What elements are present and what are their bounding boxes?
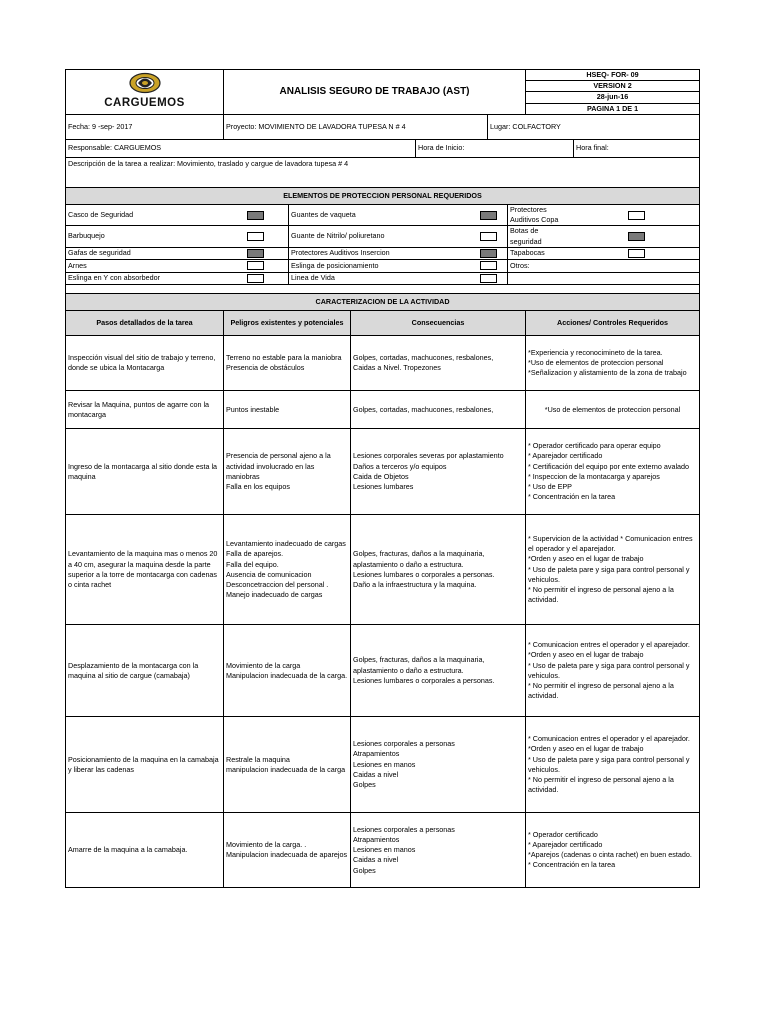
consequences-cell-line: Atrapamientos: [353, 749, 400, 759]
actions-cell-line: * No permitir el ingreso de personal ajeno a la actividad.: [528, 585, 674, 605]
hazards-cell-line: Falla de aparejos.: [226, 549, 284, 559]
ppe-checkbox[interactable]: [480, 261, 497, 270]
hazards-cell-line: Ausencia de comunicacion: [226, 569, 312, 579]
actions-cell-line: * Inspeccion de la montacarga y aparejos: [528, 471, 660, 481]
consequences-cell: [351, 625, 526, 717]
ppe-checkbox-cell: [224, 247, 289, 260]
consequences-cell-line: Caidas a nivel: [353, 855, 399, 865]
hazards-cell-line: Presencia de obstáculos: [226, 363, 305, 373]
consequences-cell-line: Caidas a nivel: [353, 769, 399, 779]
actions-cell: [526, 625, 700, 717]
hazards-cell-line: Manejo inadecuado de cargas: [226, 590, 323, 600]
consequences-cell-line: Golpes, fracturas, daños a la maquinaria, aplastamiento o daño a estructura.: [353, 549, 485, 569]
ppe-checkbox-cell: [574, 204, 700, 225]
ppe-item-label: Protectores Auditivos Copa: [508, 204, 574, 225]
actions-cell-line: * Uso de paleta pare y siga para control personal y vehiculos.: [528, 660, 690, 680]
form-version: VERSION 2: [526, 81, 700, 92]
hazards-cell-line: Falla en los equipos: [226, 481, 290, 491]
ppe-item-label: Guante de Nitrilo/ poliuretano: [289, 226, 471, 247]
hazards-cell: [224, 429, 351, 515]
hora-inicio-field: Hora de Inicio:: [416, 139, 574, 157]
logo-cell: [66, 70, 224, 115]
ppe-checkbox-cell: [574, 247, 700, 260]
consequences-cell-line: Lesiones lumbares o corporales a personas.: [353, 569, 495, 579]
activity-row: [66, 336, 700, 391]
consequences-cell-line: Lesiones lumbares: [353, 481, 414, 491]
lugar-field: Lugar: COLFACTORY: [488, 114, 700, 139]
consequences-cell-line: Daño a la infraestructura y la maquina.: [353, 579, 477, 589]
actions-cell-line: *Experiencia y reconocimineto de la tarea.: [528, 347, 663, 357]
ppe-item-label: Tapabocas: [508, 247, 574, 260]
ppe-checkbox[interactable]: [628, 232, 645, 241]
ppe-item-label: Protectores Auditivos Insercion: [289, 247, 471, 260]
hazards-cell-line: Restrale la maquina: [226, 754, 290, 764]
consequences-cell-line: Golpes: [353, 780, 376, 790]
hazards-cell-line: Movimiento de la carga. .: [226, 840, 307, 850]
ppe-checkbox-cell: [224, 260, 289, 273]
consequences-cell-line: Caida de Objetos: [353, 471, 409, 481]
actions-cell: [526, 429, 700, 515]
ppe-section-title: ELEMENTOS DE PROTECCION PERSONAL REQUERIDOS: [66, 187, 700, 204]
activity-row: [66, 391, 700, 429]
actions-cell-line: * No permitir el ingreso de personal ajeno a la actividad.: [528, 680, 674, 701]
consequences-cell-line: Daños a terceros y/o equipos: [353, 461, 447, 471]
hazards-cell-line: Presencia de personal ajeno a la actividad involucrado en las maniobras: [226, 451, 331, 481]
consequences-cell-line: Golpes, fracturas, daños a la maquinaria, aplastamiento o daño a estructura.: [353, 655, 485, 675]
hazards-cell-line: manipulacion inadecuada de la carga: [226, 764, 346, 774]
form-date: 28-jun-16: [526, 92, 700, 103]
ppe-checkbox-cell: [471, 247, 508, 260]
logo-emblem-icon: [128, 72, 162, 94]
activity-section-title: CARACTERIZACION DE LA ACTIVIDAD: [66, 294, 700, 311]
actions-cell: [526, 813, 700, 888]
ppe-checkbox[interactable]: [247, 274, 264, 283]
hazards-cell-line: Puntos inestable: [226, 404, 280, 414]
consequences-cell-line: Golpes: [353, 865, 376, 875]
consequences-cell: [351, 336, 526, 391]
step-cell: Inspección visual del sitio de trabajo y terreno, donde se ubica la Montacarga: [66, 336, 224, 391]
ppe-item-label: Guantes de vaqueta: [289, 204, 471, 225]
actions-cell-line: * Aparejador certificado: [528, 840, 603, 850]
consequences-cell-line: Golpes, cortadas, machucones, resbalones,: [353, 353, 494, 363]
activity-row: [66, 813, 700, 888]
consequences-cell: [351, 813, 526, 888]
actions-cell-line: *Orden y aseo en el lugar de trabajo: [528, 554, 644, 564]
ppe-checkbox-cell: [574, 260, 700, 273]
col-consecuencias: Consecuencias: [351, 311, 526, 336]
ppe-item-label: Eslinga en Y con absorbedor: [66, 272, 224, 285]
hazards-cell: [224, 515, 351, 625]
ppe-checkbox[interactable]: [480, 211, 497, 220]
consequences-cell-line: Golpes, cortadas, machucones, resbalones,: [353, 404, 494, 414]
actions-cell: [526, 717, 700, 813]
actions-cell-line: * Comunicacion entres el operador y el aparejador.: [528, 640, 690, 650]
ppe-checkbox[interactable]: [628, 211, 645, 220]
consequences-cell: [351, 391, 526, 429]
hazards-cell-line: Manipulacion inadecuada de aparejos: [226, 850, 348, 860]
hazards-cell-line: Movimiento de la carga: [226, 660, 301, 670]
ppe-checkbox-cell: [471, 204, 508, 225]
consequences-cell-line: Atrapamientos: [353, 834, 400, 844]
actions-cell-line: * Aparejador certificado: [528, 451, 603, 461]
consequences-cell-line: Lesiones lumbares o corporales a personas.: [353, 675, 495, 685]
hazards-cell-line: Desconcetraccion del personal .: [226, 579, 329, 589]
ppe-checkbox[interactable]: [480, 274, 497, 283]
actions-cell-line: * No permitir el ingreso de personal ajeno a la actividad.: [528, 774, 674, 795]
ppe-checkbox-cell: [471, 226, 508, 247]
step-cell: Desplazamiento de la montacarga con la maquina al sitio de cargue (camabaja): [66, 625, 224, 717]
consequences-cell: [351, 515, 526, 625]
ppe-checkbox[interactable]: [247, 232, 264, 241]
ppe-checkbox[interactable]: [247, 211, 264, 220]
ppe-item-label: Gafas de seguridad: [66, 247, 224, 260]
company-logo: [68, 72, 221, 111]
step-cell: Posicionamiento de la maquina en la camabaja y liberar las cadenas: [66, 717, 224, 813]
hazards-cell: [224, 717, 351, 813]
consequences-cell-line: Caidas a Nivel. Tropezones: [353, 363, 441, 373]
consequences-cell-line: Lesiones en manos: [353, 759, 416, 769]
hazards-cell-line: Manipulacion inadecuada de la carga.: [226, 670, 348, 680]
consequences-cell-line: Lesiones corporales severas por aplastamiento: [353, 451, 504, 461]
ppe-checkbox-cell: [224, 272, 289, 285]
ast-form: [65, 69, 699, 888]
company-name: CARGUEMOS: [104, 97, 185, 110]
actions-cell-line: * Comunicacion entres el operador y el aparejador.: [528, 734, 690, 744]
activity-row: [66, 717, 700, 813]
activity-row: [66, 515, 700, 625]
col-acciones: Acciones/ Controles Requeridos: [526, 311, 700, 336]
ppe-checkbox-cell: [224, 204, 289, 225]
ppe-item-label: Eslinga de posicionamiento: [289, 260, 471, 273]
actions-cell-line: * Operador certificado para operar equipo: [528, 441, 661, 451]
spacer-row: [66, 285, 700, 294]
actions-cell: [526, 336, 700, 391]
hazards-cell: [224, 336, 351, 391]
ppe-item-label: Casco de Seguridad: [66, 204, 224, 225]
step-cell: Revisar la Maquina, puntos de agarre con la montacarga: [66, 391, 224, 429]
ppe-checkbox[interactable]: [628, 249, 645, 258]
ast-table: [65, 69, 700, 888]
actions-cell-line: * Uso de EPP: [528, 481, 572, 491]
actions-cell-line: * Supervicion de la actividad * Comunicacion entres el operador y el aparejador.: [528, 533, 693, 554]
ppe-checkbox-cell: [224, 226, 289, 247]
ppe-checkbox-cell: [471, 272, 508, 285]
actions-cell-line: *Uso de elementos de proteccion personal: [544, 404, 681, 414]
ppe-checkbox-cell: [574, 226, 700, 247]
hora-final-field: Hora final:: [574, 139, 700, 157]
ppe-checkbox-cell: [471, 260, 508, 273]
actions-cell-line: * Certificación del equipo por ente externo avalado: [528, 461, 690, 471]
actions-cell-line: *Aparejos (cadenas o cinta rachet) en buen estado.: [528, 850, 692, 860]
form-code: HSEQ- FOR- 09: [526, 70, 700, 81]
actions-cell-line: *Uso de elementos de proteccion personal: [528, 358, 664, 368]
ppe-item-label: Arnes: [66, 260, 224, 273]
hazards-cell-line: Terreno no estable para la maniobra: [226, 353, 342, 363]
responsable-field: Responsable: CARGUEMOS: [66, 139, 416, 157]
hazards-cell: [224, 625, 351, 717]
ppe-checkbox[interactable]: [247, 249, 264, 258]
hazards-cell: [224, 813, 351, 888]
actions-cell-line: * Concentración en la tarea: [528, 860, 616, 870]
actions-cell-line: *Orden y aseo en el lugar de trabajo: [528, 744, 644, 754]
step-cell: Levantamiento de la maquina mas o menos 20 a 40 cm, asegurar la maquina desde la parte superior a la torre de montacarga con cadenas o cinta rachet: [66, 515, 224, 625]
step-cell: Ingreso de la montacarga al sitio donde esta la maquina: [66, 429, 224, 515]
ppe-item-label: Linea de Vida: [289, 272, 471, 285]
col-peligros: Peligros existentes y potenciales: [224, 311, 351, 336]
actions-cell-line: * Operador certificado: [528, 829, 598, 839]
step-cell: Amarre de la maquina a la camabaja.: [66, 813, 224, 888]
col-pasos: Pasos detallados de la tarea: [66, 311, 224, 336]
ppe-item-label: Otros:: [508, 260, 574, 273]
activity-row: [66, 429, 700, 515]
descripcion-field: Descripción de la tarea a realizar: Movimiento, traslado y cargue de lavadora tupesa # 4: [66, 157, 700, 187]
ppe-checkbox[interactable]: [480, 232, 497, 241]
actions-cell: [526, 515, 700, 625]
actions-cell-line: *Orden y aseo en el lugar de trabajo: [528, 650, 644, 660]
hazards-cell-line: Falla del equipo.: [226, 559, 279, 569]
activity-rows: [66, 336, 700, 888]
actions-cell: [526, 391, 700, 429]
document-title: ANALISIS SEGURO DE TRABAJO (AST): [224, 70, 526, 115]
actions-cell-line: * Concentración en la tarea: [528, 492, 616, 502]
consequences-cell-line: Lesiones corporales a personas: [353, 739, 455, 749]
actions-cell-line: *Señalizacion y alistamiento de la zona de trabajo: [528, 368, 687, 378]
activity-row: [66, 625, 700, 717]
consequences-cell-line: Lesiones corporales a personas: [353, 824, 455, 834]
proyecto-field: Proyecto: MOVIMIENTO DE LAVADORA TUPESA N # 4: [224, 114, 488, 139]
ppe-item-label: Botas de seguridad: [508, 226, 574, 247]
ppe-item-label: [508, 272, 574, 285]
consequences-cell: [351, 429, 526, 515]
consequences-cell: [351, 717, 526, 813]
consequences-cell-line: Lesiones en manos: [353, 845, 416, 855]
actions-cell-line: * Uso de paleta pare y siga para control personal y vehiculos.: [528, 754, 690, 774]
ppe-checkbox[interactable]: [247, 261, 264, 270]
ppe-grid: [66, 204, 700, 284]
ppe-item-label: Barbuquejo: [66, 226, 224, 247]
form-page: PAGINA 1 DE 1: [526, 103, 700, 114]
ppe-checkbox-cell: [574, 272, 700, 285]
ppe-checkbox[interactable]: [480, 249, 497, 258]
hazards-cell-line: Levantamiento inadecuado de cargas: [226, 539, 346, 549]
fecha-field: Fecha: 9 -sep- 2017: [66, 114, 224, 139]
actions-cell-line: * Uso de paleta pare y siga para control personal y vehiculos.: [528, 564, 690, 584]
hazards-cell: [224, 391, 351, 429]
